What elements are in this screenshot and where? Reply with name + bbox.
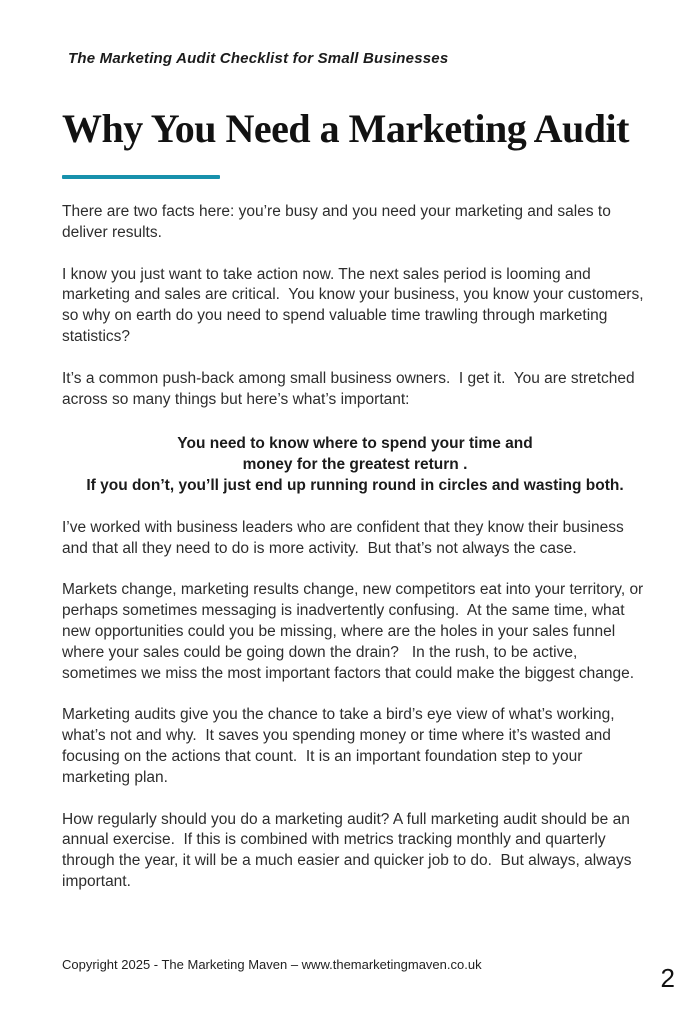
callout-line: money for the greatest return .: [242, 456, 468, 474]
title-underline-rule: [62, 175, 220, 179]
callout-line: If you don’t, you’ll just end up running round in circles and wasting both.: [86, 476, 624, 494]
page-content: [62, 0, 648, 893]
paragraph: How regularly should you do a marketing audit? A full marketing audit should be an annual exercise. If this is combined with metrics tracking monthly and quarterly through the year, it will be a much easier and quicker job to do. But always, always important.: [62, 810, 636, 890]
footer-copyright: Copyright 2025 - The Marketing Maven – www.themarketingmaven.co.uk: [62, 957, 482, 972]
paragraph: Markets change, marketing results change, new competitors eat into your territory, or perhaps sometimes messaging is inadvertently confusing. At the same time, what new opportunities could you be missing, where are the holes in your sales funnel where your sales could be going down the drain? In the rush, to be active, sometimes we miss the most important factors that could make the biggest change.: [62, 581, 648, 682]
paragraph: I know you just want to take action now. The next sales period is looming and marketing and sales are critical. You know your business, you know your customers, so why on earth do you need to spend valuable time trawling through marketing statistics?: [62, 265, 648, 345]
paragraph: Marketing audits give you the chance to take a bird’s eye view of what’s working, what’s not and why. It saves you spending money or time where it’s wasted and focusing on the actions that count. It is an important foundation step to your marketing plan.: [62, 706, 619, 786]
page-title: Why You Need a Marketing Audit: [62, 106, 629, 151]
callout-emphasis-block: [62, 434, 648, 496]
paragraph: There are two facts here: you’re busy and you need your marketing and sales to deliver results.: [62, 203, 616, 241]
running-header: The Marketing Audit Checklist for Small Businesses: [68, 50, 449, 67]
body-text: [62, 202, 648, 893]
paragraph: I’ve worked with business leaders who are confident that they know their business and that all they need to do is more activity. But that’s not always the case.: [62, 518, 629, 557]
paragraph: It’s a common push-back among small business owners. I get it. You are stretched across so many things but here’s what’s important:: [62, 369, 639, 408]
page-number: 2: [660, 963, 675, 993]
callout-line: You need to know where to spend your time and: [177, 435, 533, 453]
